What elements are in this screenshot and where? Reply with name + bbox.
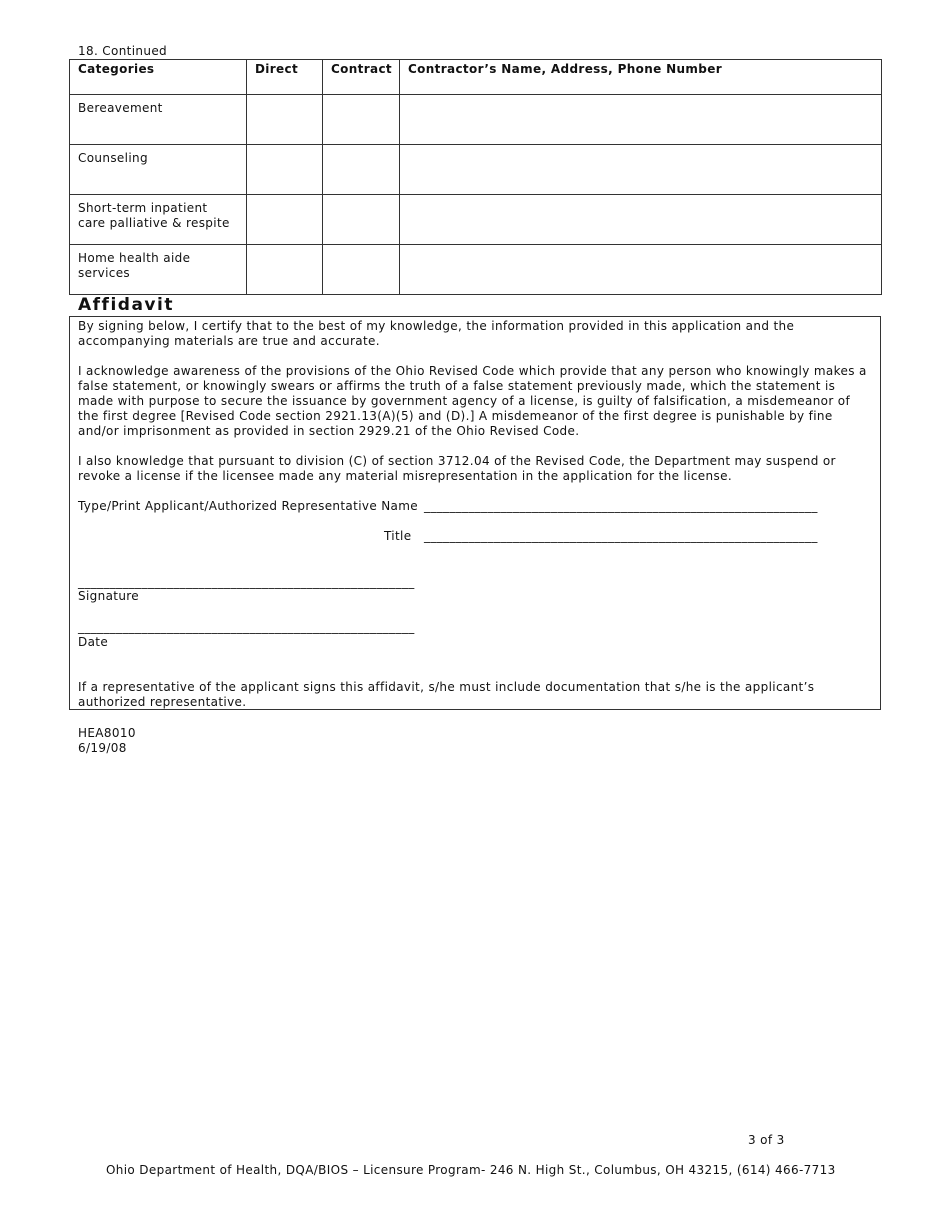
signature-field[interactable]: _____________________________________________________ (78, 575, 415, 589)
agency-footer: Ohio Department of Health, DQA/BIOS – Licensure Program- 246 N. High St., Columbus, OH 43215, (614) 466-7713 (106, 1163, 836, 1177)
name-label: Type/Print Applicant/Authorized Representative Name (78, 499, 419, 513)
section-label: 18. Continued (78, 44, 168, 58)
category-cell: Short-term inpatient care palliative & respite (70, 195, 247, 245)
title-label: Title (384, 529, 412, 543)
header-categories: Categories (70, 60, 247, 95)
name-field[interactable]: ______________________________________________________________ (424, 499, 818, 513)
contract-cell[interactable] (323, 145, 400, 195)
services-table (69, 59, 882, 295)
contract-cell[interactable] (323, 245, 400, 295)
date-label: Date (78, 635, 109, 649)
direct-cell[interactable] (247, 95, 323, 145)
contract-cell[interactable] (323, 95, 400, 145)
suspension-paragraph: I also knowledge that pursuant to division (C) of section 3712.04 of the Revised Code, the Department may suspend or revoke a license if the licensee made any material misrepresentation in the application for the license. (78, 454, 836, 483)
title-field[interactable]: ______________________________________________________________ (424, 529, 818, 543)
signature-label: Signature (78, 589, 140, 603)
affidavit-heading: Affidavit (78, 295, 174, 315)
date-field[interactable]: _____________________________________________________ (78, 620, 415, 634)
direct-cell[interactable] (247, 195, 323, 245)
table-row (70, 145, 882, 195)
representative-note: If a representative of the applicant signs this affidavit, s/he must include documentation that s/he is the applicant’s authorized representative. (78, 680, 815, 709)
form-date: 6/19/08 (78, 741, 127, 755)
table-row (70, 95, 882, 145)
falsification-paragraph: I acknowledge awareness of the provisions of the Ohio Revised Code which provide that any person who knowingly makes a false statement, or knowingly swears or affirms the truth of a false statement previously made, which the statement is made with purpose to secure the issuance by government agency of a license, is guilty of falsification, a misdemeanor of the first degree [Revised Code section 2921.13(A)(5) and (D).] A misdemeanor of the first degree is punishable by fine and/or imprisonment as provided in section 2929.21 of the Ohio Revised Code. (78, 364, 867, 438)
header-contract: Contract (323, 60, 400, 95)
direct-cell[interactable] (247, 245, 323, 295)
table-row (70, 195, 882, 245)
category-cell: Bereavement (70, 95, 247, 145)
header-contractor: Contractor’s Name, Address, Phone Number (400, 60, 882, 95)
certification-paragraph: By signing below, I certify that to the best of my knowledge, the information provided in this application and the accompanying materials are true and accurate. (78, 319, 795, 348)
form-number: HEA8010 (78, 726, 136, 740)
category-cell: Counseling (70, 145, 247, 195)
contractor-cell[interactable] (400, 145, 882, 195)
contractor-cell[interactable] (400, 245, 882, 295)
table-header-row (70, 60, 882, 95)
table-row (70, 245, 882, 295)
page-number: 3 of 3 (748, 1133, 785, 1147)
category-cell: Home health aide services (70, 245, 247, 295)
header-direct: Direct (247, 60, 323, 95)
contract-cell[interactable] (323, 195, 400, 245)
contractor-cell[interactable] (400, 95, 882, 145)
direct-cell[interactable] (247, 145, 323, 195)
contractor-cell[interactable] (400, 195, 882, 245)
affidavit-box (69, 316, 881, 710)
